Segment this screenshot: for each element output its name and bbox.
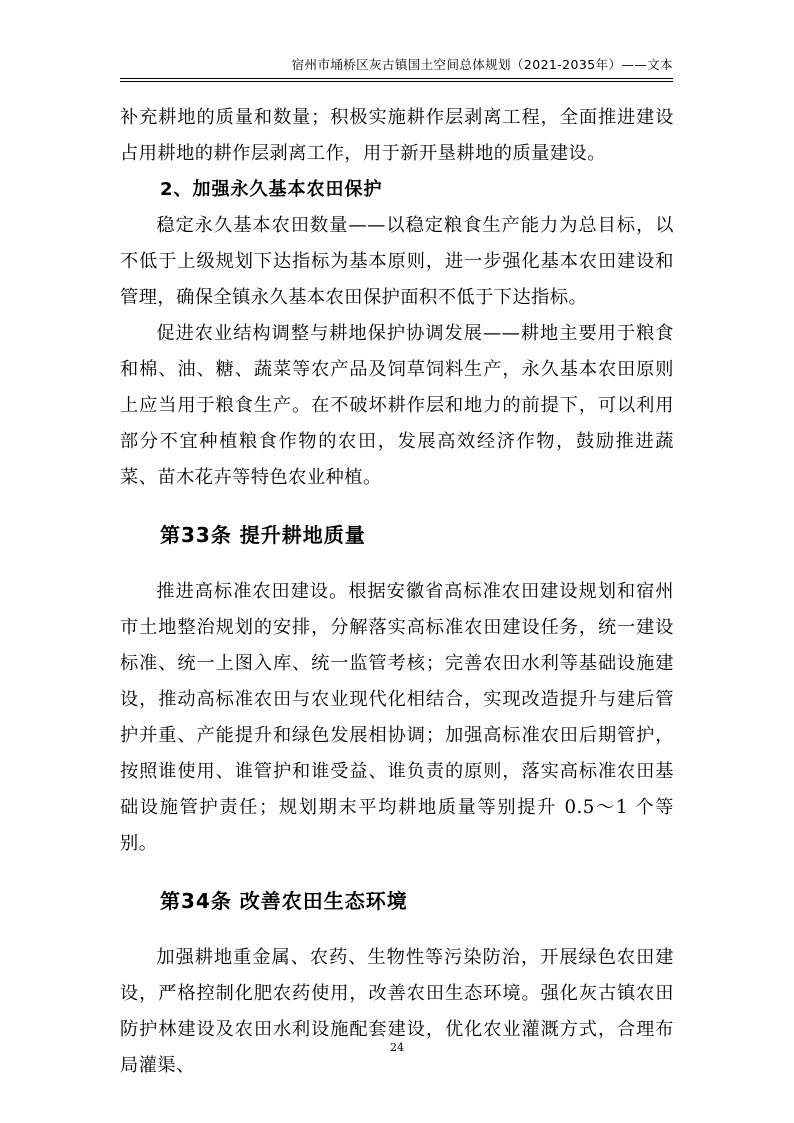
article-33-heading: 第33条 提升耕地质量 — [160, 523, 366, 547]
article-34-heading: 第34条 改善农田生态环境 — [160, 889, 408, 913]
paragraph-promote: 促进农业结构调整与耕地保护协调发展——耕地主要用于粮食和棉、油、糖、蔬菜等农产品及饲草饲料生产，永久基本农田原则上应当用于粮食生产。在不破坏耕作层和地力的前提下，可以利用部分不宜种植粮食作物的农田，发展高效经济作物，鼓励推进蔬菜、苗木花卉等特色农业种植。 — [120, 323, 674, 488]
paragraph-stabilize: 稳定永久基本农田数量——以稳定粮食生产能力为总目标，以不低于上级规划下达指标为基本原则，进一步强化基本农田建设和管理，确保全镇永久基本农田保护面积不低于下达指标。 — [120, 215, 674, 308]
paragraph-intro: 补充耕地的质量和数量；积极实施耕作层剥离工程，全面推进建设占用耕地的耕作层剥离工作，用于新开垦耕地的质量建设。 — [120, 107, 674, 164]
article-33-body: 推进高标准农田建设。根据安徽省高标准农田建设规划和宿州市土地整治规划的安排，分解落实高标准农田建设任务，统一建设标准、统一上图入库、统一监管考核；完善农田水利等基础设施建设，推动高标准农田与农业现代化相结合，实现改造提升与建后管护并重、产能提升和绿色发展相协调；加强高标准农田后期管护，按照谁使用、谁管护和谁受益、谁负责的原则，落实高标准农田基础设施管护责任；规划期末平均耕地质量等别提升 0.5～1 个等别。 — [120, 581, 674, 854]
section-heading-2: 2、加强永久基本农田保护 — [160, 179, 383, 200]
page-number: 24 — [390, 1041, 404, 1054]
header-rule — [120, 78, 673, 82]
article-34-body: 加强耕地重金属、农药、生物性等污染防治，开展绿色农田建设，严格控制化肥农药使用，改善农田生态环境。强化灰古镇农田防护林建设及农田水利设施配套建设，优化农业灌溉方式，合理布局灌渠、 — [120, 947, 674, 1076]
running-header: 宿州市埇桥区灰古镇国土空间总体规划（2021-2035年）——文本 — [291, 57, 673, 72]
document-body — [120, 100, 674, 1084]
